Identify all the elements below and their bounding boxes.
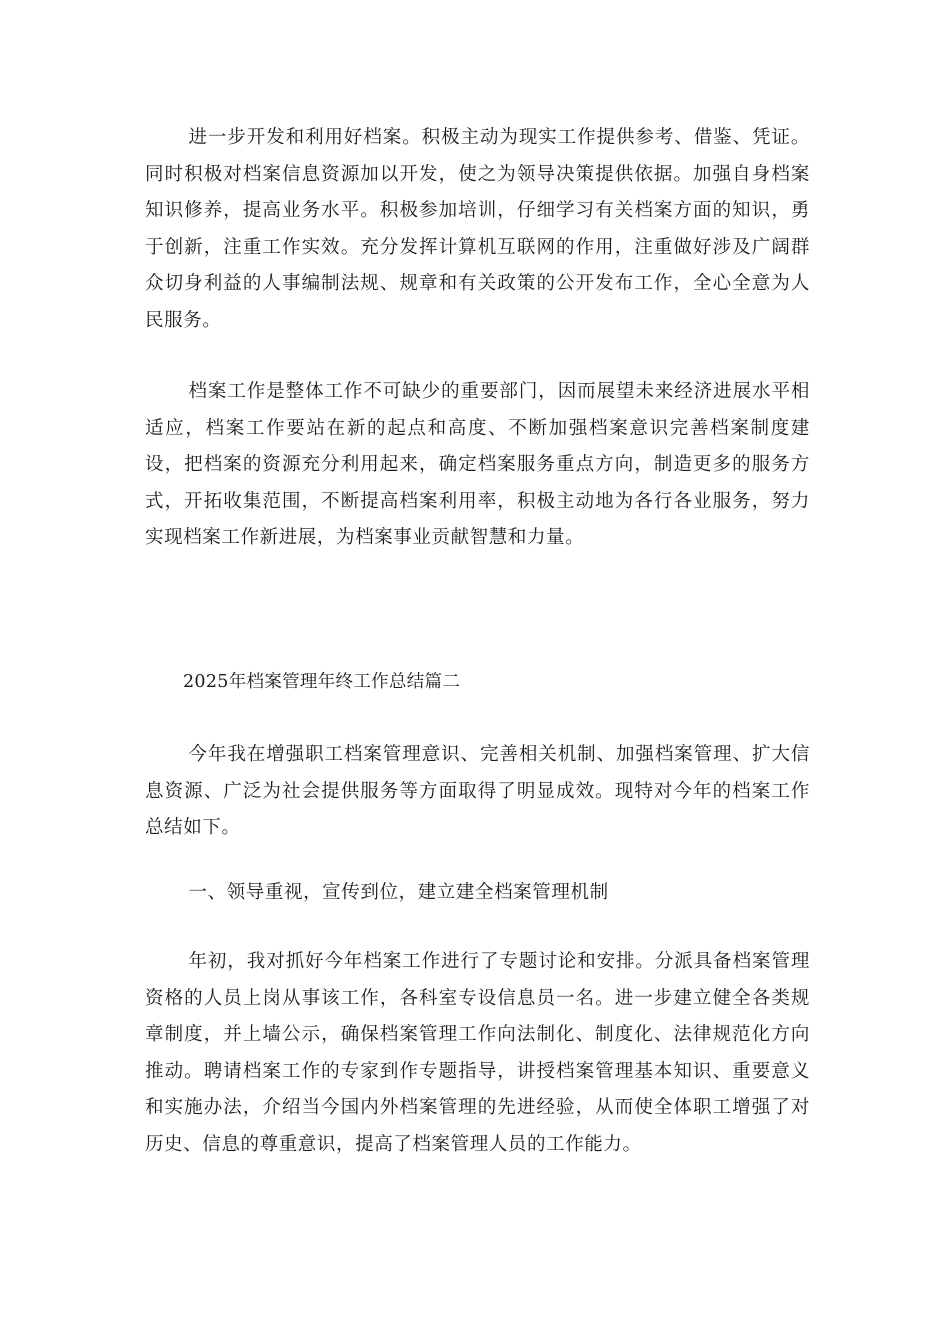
subsection-heading: 一、领导重视，宣传到位，建立建全档案管理机制 — [188, 882, 609, 903]
body-paragraph: 档案工作是整体工作不可缺少的重要部门，因而展望未来经济进展水平相适应，档案工作要站在新的起点和高度、不断加强档案意识完善档案制度建设，把档案的资源充分利用起来，确定档案服务重点方向，制造更多的服务方式，开拓收集范围，不断提高档案利用率，积极主动地为各行各业服务，努力实现档案工作新进展，为档案事业贡献智慧和力量。 — [145, 381, 810, 548]
body-paragraph: 进一步开发和利用好档案。积极主动为现实工作提供参考、借鉴、凭证。同时积极对档案信息资源加以开发，使之为领导决策提供依据。加强自身档案知识修养，提高业务水平。积极参加培训，仔细学习有关档案方面的知识，勇于创新，注重工作实效。充分发挥计算机互联网的作用，注重做好涉及广阔群众切身利益的人事编制法规、规章和有关政策的公开发布工作，全心全意为人民服务。 — [145, 127, 810, 331]
section-title: 2025年档案管理年终工作总结篇二 — [183, 672, 461, 692]
body-paragraph: 年初，我对抓好今年档案工作进行了专题讨论和安排。分派具备档案管理资格的人员上岗从事该工作，各科室专设信息员一名。进一步建立健全各类规章制度，并上墙公示，确保档案管理工作向法制化、制度化、法律规范化方向推动。聘请档案工作的专家到作专题指导，讲授档案管理基本知识、重要意义和实施办法，介绍当今国内外档案管理的先进经验，从而使全体职工增强了对历史、信息的尊重意识，提高了档案管理人员的工作能力。 — [145, 951, 810, 1155]
body-paragraph: 今年我在增强职工档案管理意识、完善相关机制、加强档案管理、扩大信息资源、广泛为社会提供服务等方面取得了明显成效。现特对今年的档案工作总结如下。 — [145, 744, 810, 838]
